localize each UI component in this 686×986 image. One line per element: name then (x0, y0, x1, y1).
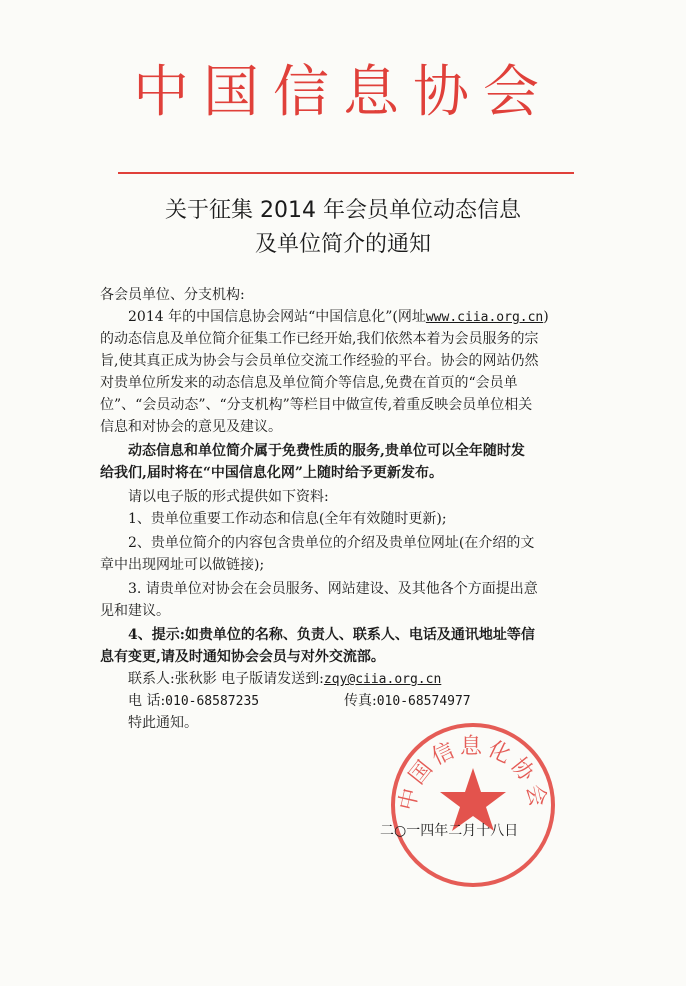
doc-title-line2: 及单位简介的通知 (254, 232, 431, 257)
para1-line5: 位”、“会员动态”、“分支机构”等栏目中做宣传,着重反映会员单位相关 (100, 397, 533, 413)
fax-label: 传真: (344, 693, 377, 709)
request-intro: 请以电子版的形式提供如下资料: (128, 489, 329, 505)
para2-line2: 给我们,届时将在“中国信息化网”上随时给予更新发布。 (100, 465, 443, 481)
document-date: 二○一四年二月十八日 (380, 823, 519, 839)
para2-line1: 动态信息和单位简介属于免费性质的服务,贵单位可以全年随时发 (128, 443, 525, 459)
para1-line4: 对贵单位所发来的动态信息及单位简介等信息,免费在首页的“会员单 (100, 375, 518, 391)
item-1: 1、贵单位重要工作动态和信息(全年有效随时更新); (128, 511, 447, 527)
letterhead-title: 中国信息协会 (133, 60, 553, 125)
para1-line3: 旨,使其真正成为协会与会员单位交流工作经验的平台。协会的网站仍然 (100, 353, 539, 369)
item-2-line2: 章中出现网址可以做链接); (100, 557, 265, 573)
closing: 特此通知。 (128, 715, 198, 731)
para1-line1-post: ) (543, 309, 549, 325)
item-4-line2: 息有变更,请及时通知协会会员与对外交流部。 (100, 649, 385, 665)
official-seal (388, 720, 558, 890)
email-link[interactable]: zqy@ciia.org.cn (323, 672, 442, 687)
item-3-line1: 3. 请贵单位对协会在会员服务、网站建设、及其他各个方面提出意 (128, 581, 538, 597)
item-3-line2: 见和建议。 (100, 603, 170, 619)
item-4-line1: 4、提示:如贵单位的名称、负责人、联系人、电话及通讯地址等信 (128, 627, 535, 643)
para1-line6: 信息和对协会的意见及建议。 (100, 419, 282, 435)
letterhead-rule (118, 172, 574, 174)
contact-line (128, 668, 441, 691)
website-link[interactable]: www.ciia.org.cn (425, 310, 544, 325)
seal-text: 中国信息化协会 (395, 734, 551, 813)
phone-number: 010-68587235 (165, 694, 260, 709)
contact-label: 联系人:张秋影 电子版请发送到: (128, 671, 324, 687)
phone-line (128, 690, 259, 713)
fax-number: 010-68574977 (376, 694, 471, 709)
fax-line (344, 690, 471, 713)
doc-title-line1: 关于征集 2014 年会员单位动态信息 (165, 198, 521, 223)
item-2-line1: 2、贵单位简介的内容包含贵单位的介绍及贵单位网址(在介绍的文 (128, 535, 535, 551)
para1-line1 (128, 306, 549, 329)
salutation: 各会员单位、分支机构: (100, 287, 245, 303)
phone-label: 电 话: (128, 693, 166, 709)
para1-line1-pre: 2014 年的中国信息协会网站“中国信息化”(网址 (128, 309, 426, 325)
para1-line2: 的动态信息及单位简介征集工作已经开始,我们依然本着为会员服务的宗 (100, 331, 539, 347)
